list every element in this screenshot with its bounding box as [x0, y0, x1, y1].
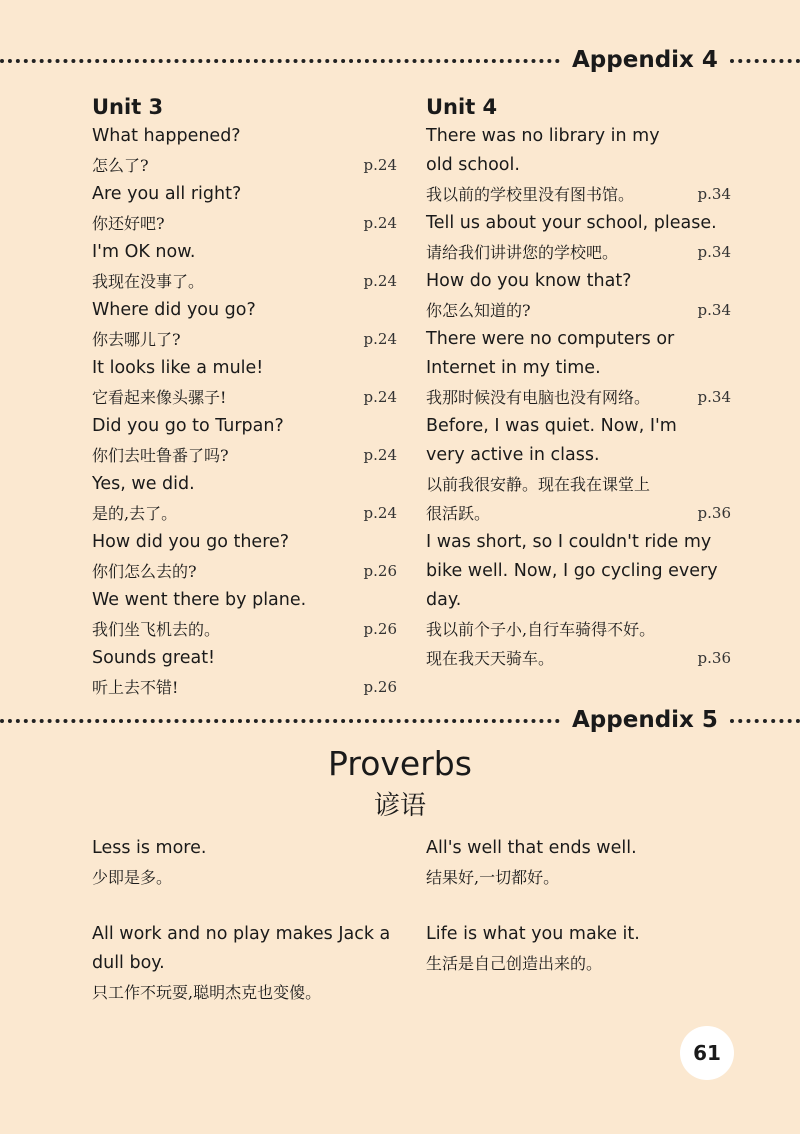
proverb-item: [92, 920, 402, 1007]
phrase-chinese: 我以前的学校里没有图书馆。: [426, 185, 635, 204]
dotted-rule-left: [0, 719, 560, 723]
phrase-chinese: 是的,去了。: [92, 504, 178, 523]
phrase-item: [92, 586, 397, 644]
phrase-english: Tell us about your school, please.: [426, 213, 717, 233]
page-ref: p.26: [363, 562, 397, 580]
phrase-english: Before, I was quiet. Now, I'm: [426, 416, 677, 436]
phrase-english: Are you all right?: [92, 184, 242, 204]
phrase-english-cont: day.: [426, 590, 462, 610]
phrase-english-cont: old school.: [426, 155, 520, 175]
phrase-english-cont: bike well. Now, I go cycling every: [426, 561, 718, 581]
proverbs-title: Proverbs: [328, 744, 472, 783]
appendix-5-divider: [0, 705, 800, 735]
phrase-english-cont: Internet in my time.: [426, 358, 601, 378]
phrase-english: What happened?: [92, 126, 241, 146]
phrase-item: [92, 412, 397, 470]
phrase-chinese: 以前我很安静。现在我在课堂上: [426, 475, 651, 494]
phrase-chinese: 请给我们讲讲您的学校吧。: [426, 243, 619, 262]
proverb-item: [426, 920, 736, 978]
proverb-item: [92, 834, 402, 892]
proverb-chinese: 少即是多。: [92, 868, 173, 887]
phrase-english: Sounds great!: [92, 648, 216, 668]
proverb-english: All's well that ends well.: [426, 838, 637, 858]
phrase-chinese: 你们怎么去的?: [92, 562, 197, 581]
phrase-item: [92, 122, 397, 180]
appendix-5-label: Appendix 5: [572, 707, 718, 733]
unit-3-column: [92, 94, 397, 702]
phrase-chinese: 听上去不错!: [92, 678, 179, 697]
page-ref: p.34: [697, 185, 731, 203]
phrase-english-cont: very active in class.: [426, 445, 600, 465]
page-ref: p.24: [363, 446, 397, 464]
phrase-english: There was no library in my: [426, 126, 660, 146]
unit-4-column: [426, 94, 731, 673]
phrase-item: [426, 122, 731, 209]
phrase-item: [92, 354, 397, 412]
proverb-chinese: 生活是自己创造出来的。: [426, 954, 603, 973]
phrase-chinese: 我那时候没有电脑也没有网络。: [426, 388, 651, 407]
phrase-item: [92, 470, 397, 528]
unit-3-title: Unit 3: [92, 95, 164, 119]
phrase-chinese: 你还好吧?: [92, 214, 165, 233]
page-ref: p.24: [363, 330, 397, 348]
proverbs-title-chinese: 谚语: [373, 791, 426, 821]
phrase-item: [426, 325, 731, 412]
phrase-chinese: 你们去吐鲁番了吗?: [92, 446, 229, 465]
proverb-english: All work and no play makes Jack a: [92, 924, 391, 944]
page-ref: p.34: [697, 301, 731, 319]
phrase-item: [92, 644, 397, 702]
page-ref: p.24: [363, 156, 397, 174]
appendix-4-label: Appendix 4: [572, 47, 718, 73]
phrase-item: [92, 528, 397, 586]
phrase-english: Where did you go?: [92, 300, 256, 320]
page-ref: p.26: [363, 620, 397, 638]
phrase-chinese-cont: 很活跃。: [426, 504, 491, 523]
dotted-rule-right: [730, 719, 800, 723]
page-ref: p.24: [363, 504, 397, 522]
phrase-english: There were no computers or: [426, 329, 675, 349]
phrase-item: [426, 528, 731, 673]
phrase-english: Yes, we did.: [92, 474, 195, 494]
proverb-chinese: 结果好,一切都好。: [426, 868, 560, 887]
proverb-english: Less is more.: [92, 838, 207, 858]
phrase-item: [426, 412, 731, 528]
phrase-english: I was short, so I couldn't ride my: [426, 532, 712, 552]
dotted-rule-left: [0, 59, 560, 63]
phrase-chinese: 我以前个子小,自行车骑得不好。: [426, 620, 656, 639]
proverb-english-cont: dull boy.: [92, 953, 165, 973]
page-ref: p.26: [363, 678, 397, 696]
phrase-item: [92, 296, 397, 354]
proverb-chinese: 只工作不玩耍,聪明杰克也变傻。: [92, 983, 322, 1002]
phrase-chinese: 你怎么知道的?: [426, 301, 531, 320]
phrase-english: How do you know that?: [426, 271, 632, 291]
phrase-chinese: 它看起来像头骡子!: [92, 388, 227, 407]
page-ref: p.36: [697, 649, 731, 667]
page-number: 61: [680, 1026, 734, 1080]
page-ref: p.36: [697, 504, 731, 522]
unit-4-title: Unit 4: [426, 95, 498, 119]
proverb-item: [426, 834, 736, 892]
page-ref: p.24: [363, 214, 397, 232]
phrase-chinese: 你去哪儿了?: [92, 330, 181, 349]
phrase-english: How did you go there?: [92, 532, 290, 552]
page-ref: p.34: [697, 243, 731, 261]
phrase-item: [426, 267, 731, 325]
phrase-english: It looks like a mule!: [92, 358, 264, 378]
phrase-chinese: 我现在没事了。: [92, 272, 205, 291]
phrase-english: We went there by plane.: [92, 590, 307, 610]
proverb-english: Life is what you make it.: [426, 924, 640, 944]
page-ref: p.24: [363, 272, 397, 290]
appendix-4-divider: [0, 45, 800, 75]
page-ref: p.34: [697, 388, 731, 406]
phrase-item: [426, 209, 731, 267]
phrase-english: I'm OK now.: [92, 242, 196, 262]
phrase-chinese: 怎么了?: [92, 156, 149, 175]
phrase-item: [92, 180, 397, 238]
phrase-chinese-cont: 现在我天天骑车。: [426, 649, 555, 668]
phrase-chinese: 我们坐飞机去的。: [92, 620, 221, 639]
dotted-rule-right: [730, 59, 800, 63]
page-ref: p.24: [363, 388, 397, 406]
phrase-item: [92, 238, 397, 296]
phrase-english: Did you go to Turpan?: [92, 416, 284, 436]
